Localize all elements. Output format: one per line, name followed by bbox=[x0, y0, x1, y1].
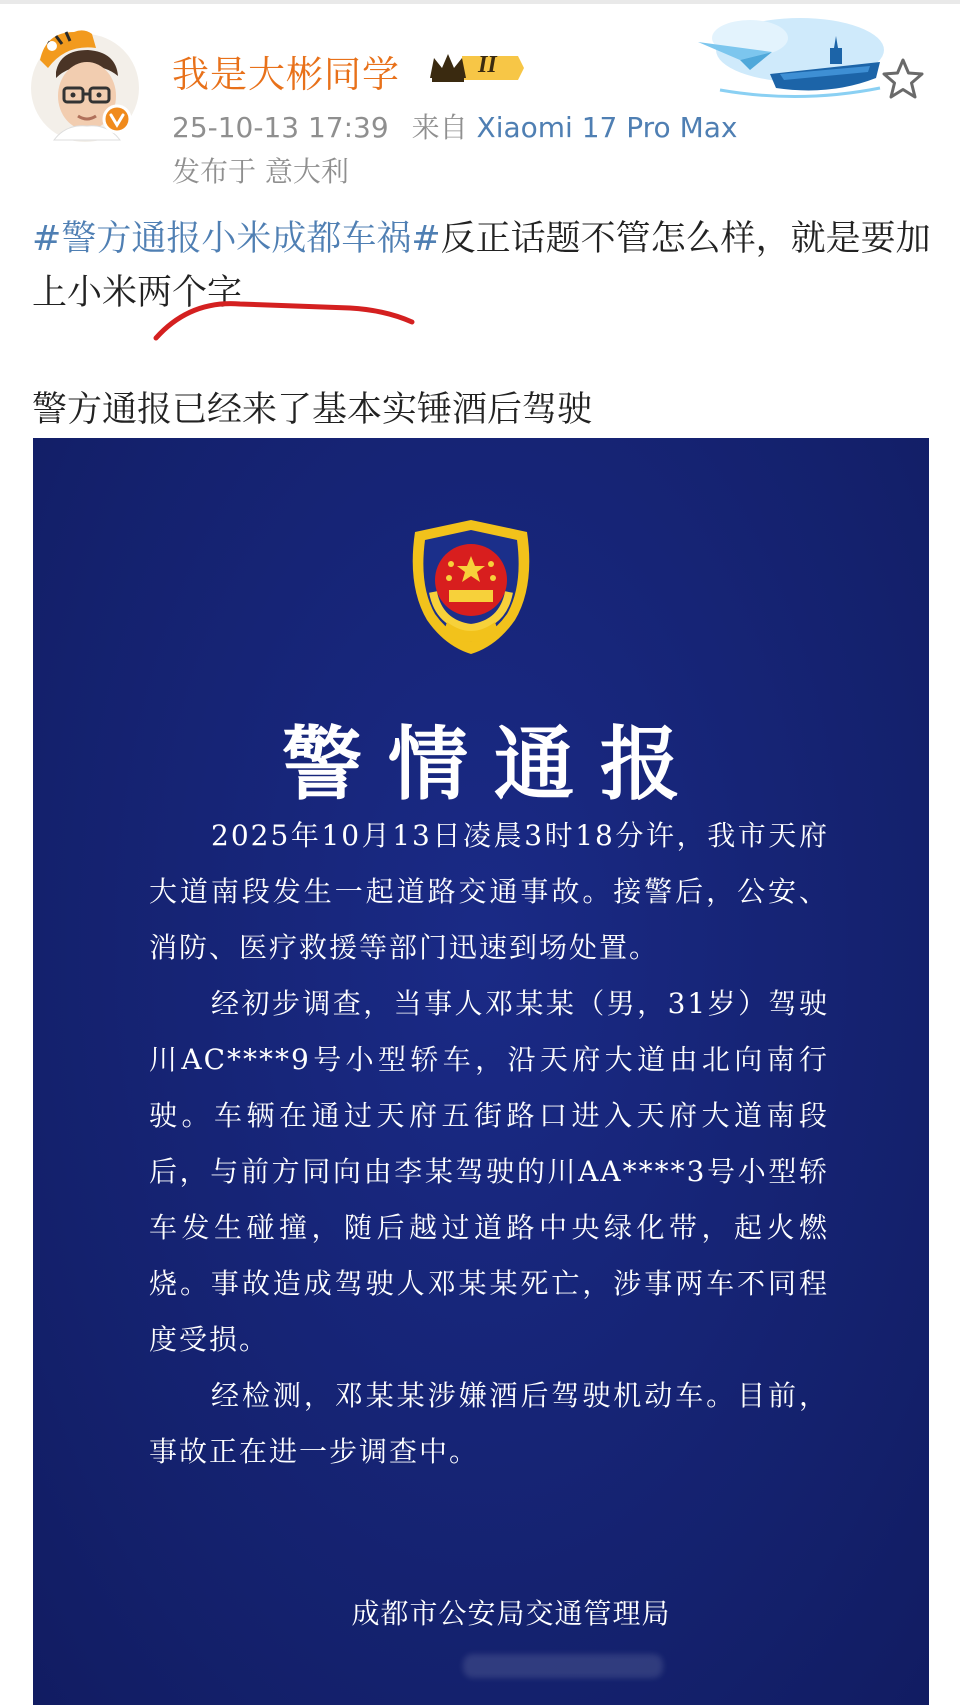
police-notice-image[interactable] bbox=[33, 438, 929, 1705]
redacted-area bbox=[463, 1654, 663, 1678]
vip-level: II bbox=[478, 52, 497, 78]
notice-paragraph: 经检测，邓某某涉嫌酒后驾驶机动车。目前，事故正在进一步调查中。 bbox=[149, 1379, 829, 1468]
red-underline-annotation bbox=[150, 294, 420, 354]
verified-badge-icon bbox=[102, 104, 132, 134]
post-text-line2: 警方通报已经来了基本实锤酒后驾驶 bbox=[32, 390, 593, 430]
notice-paragraph: 2025年10月13日凌晨3时18分许，我市天府大道南段发生一起道路交通事故。接警后，公安、消防、医疗救援等部门迅速到场处置。 bbox=[149, 819, 829, 964]
notice-body bbox=[149, 808, 829, 1480]
notice-title: 警情通报 bbox=[282, 717, 706, 811]
police-emblem-icon bbox=[403, 516, 539, 658]
source-prefix: 来自 bbox=[411, 111, 468, 144]
vip-crown-icon bbox=[428, 50, 524, 86]
post-location: 发布于 意大利 bbox=[172, 155, 349, 188]
top-divider bbox=[0, 0, 960, 4]
star-icon[interactable] bbox=[880, 56, 926, 102]
notice-paragraph: 经初步调查，当事人邓某某（男，31岁）驾驶川AC****9号小型轿车，沿天府大道由北向南行驶。车辆在通过天府五街路口进入天府大道南段后，与前方同向由李某驾驶的川AA****3号小型轿车发生碰撞，随后越过道路中央绿化带，起火燃烧。事故造成驾驶人邓某某死亡，涉事两车不同程度受损。 bbox=[149, 987, 829, 1356]
post-text-line1: 反正话题不管怎么样，就是要加上小米两个字 bbox=[32, 219, 931, 313]
banner-decoration bbox=[680, 8, 890, 106]
post-meta bbox=[172, 106, 737, 146]
notice-signature: 成都市公安局交通管理局 bbox=[351, 1597, 671, 1630]
hashtag-link[interactable]: #警方通报小米成都车祸# bbox=[32, 219, 441, 259]
vip-badge[interactable] bbox=[428, 50, 524, 86]
username[interactable]: 我是大彬同学 bbox=[172, 53, 400, 96]
device-link[interactable]: Xiaomi 17 Pro Max bbox=[476, 111, 738, 144]
post-timestamp: 25-10-13 17:39 bbox=[172, 111, 389, 144]
